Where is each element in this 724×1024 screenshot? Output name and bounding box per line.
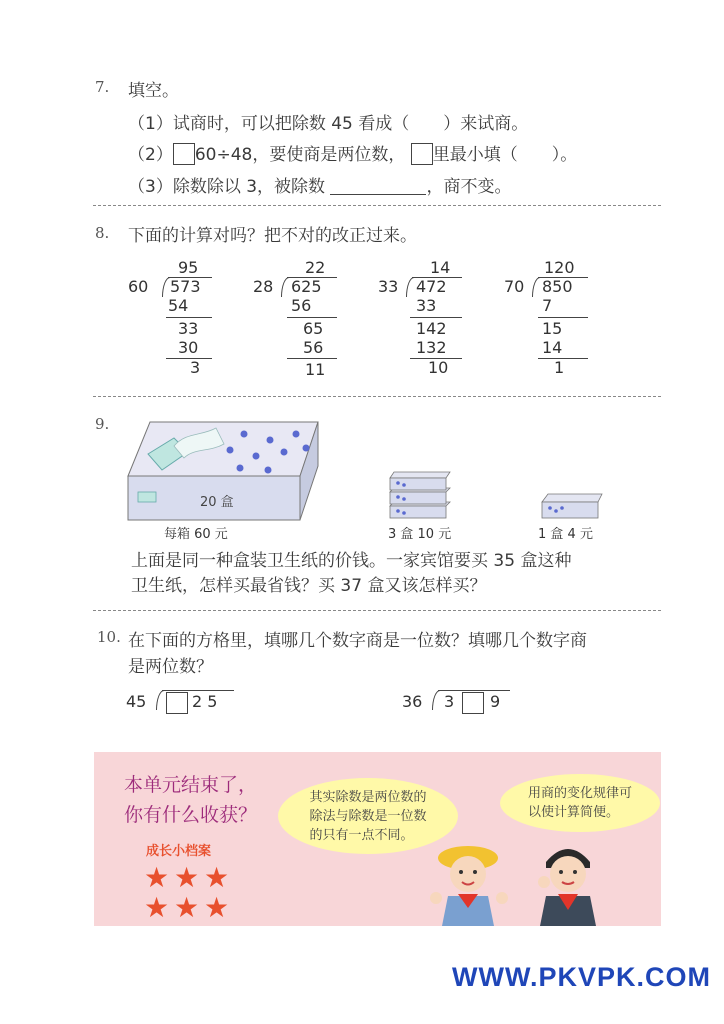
divider-3 bbox=[93, 610, 661, 611]
division-problem-2 bbox=[253, 258, 363, 378]
growth-archive-label: 成长小档案 bbox=[146, 844, 212, 859]
q10-text-line1: 在下面的方格里，填哪几个数字商是一位数？填哪几个数字商 bbox=[128, 631, 587, 651]
remainder: 11 bbox=[305, 360, 326, 379]
dividend-rest: 2 5 bbox=[192, 692, 218, 711]
quotient: 14 bbox=[430, 258, 451, 277]
divider-1 bbox=[93, 205, 661, 206]
q10-expression-1-box[interactable] bbox=[166, 692, 188, 714]
q7-part3-prefix: （3）除数除以 3，被除数 bbox=[128, 177, 326, 197]
star-icon: ★ bbox=[174, 861, 200, 894]
q10-expression-1 bbox=[124, 688, 244, 718]
step-3: 30 bbox=[178, 338, 199, 357]
q7-part2-mid: 60÷48，要使商是两位数， bbox=[194, 145, 406, 165]
price-single-box: 1 盒 4 元 bbox=[538, 527, 593, 542]
q7-part3-suffix: ，商不变。 bbox=[426, 177, 512, 197]
q7-part3 bbox=[128, 172, 511, 197]
dividend: 573 bbox=[170, 277, 201, 296]
star-icon: ★ bbox=[204, 861, 230, 894]
q9-text-line2: 卫生纸，怎样买最省钱？买 37 盒又该怎样买？ bbox=[131, 576, 487, 596]
step-1: 54 bbox=[168, 296, 189, 315]
star-icon: ★ bbox=[174, 891, 200, 924]
step-2: 33 bbox=[178, 319, 199, 338]
q10-expression-2 bbox=[400, 688, 520, 718]
divisor: 45 bbox=[126, 692, 147, 711]
divisor: 28 bbox=[253, 277, 274, 296]
price-carton: 每箱 60 元 bbox=[164, 527, 228, 542]
bubble-right-line2: 以使计算简便。 bbox=[527, 805, 619, 820]
step-1: 33 bbox=[416, 296, 437, 315]
division-problem-1 bbox=[126, 258, 236, 378]
bubble-left-line1: 其实除数是两位数的 bbox=[309, 789, 427, 805]
step-2: 65 bbox=[303, 319, 324, 338]
remainder: 3 bbox=[190, 358, 201, 377]
summary-line2: 你有什么收获？ bbox=[124, 804, 258, 826]
division-problem-3 bbox=[378, 258, 488, 378]
bubble-left-line2: 除法与除数是一位数 bbox=[309, 808, 427, 824]
q10-expression-2-box[interactable] bbox=[462, 692, 484, 714]
dividend-last: 9 bbox=[490, 692, 501, 711]
quotient: 22 bbox=[305, 258, 326, 277]
step-2: 15 bbox=[542, 319, 563, 338]
star-icon: ★ bbox=[204, 891, 230, 924]
summary-line1: 本单元结束了， bbox=[124, 774, 258, 796]
q7-part2 bbox=[128, 140, 577, 165]
single-box-image bbox=[538, 490, 606, 520]
step-3: 132 bbox=[416, 338, 447, 357]
q9-text-line1: 上面是同一种盒装卫生纸的价钱。一家宾馆要买 35 盒这种 bbox=[131, 551, 572, 571]
q7-part2-prefix: （2） bbox=[128, 145, 173, 165]
q7-part1: （1）试商时，可以把除数 45 看成（ ）来试商。 bbox=[128, 114, 529, 134]
dividend: 625 bbox=[291, 277, 322, 296]
q10-text-line2: 是两位数？ bbox=[128, 657, 213, 677]
price-three-boxes: 3 盒 10 元 bbox=[388, 527, 452, 542]
watermark: WWW.PKVPK.COM bbox=[452, 962, 711, 992]
divisor: 33 bbox=[378, 277, 399, 296]
quotient: 120 bbox=[544, 258, 575, 277]
step-2: 142 bbox=[416, 319, 447, 338]
remainder: 1 bbox=[554, 358, 565, 377]
boy-illustration bbox=[528, 840, 610, 926]
q7-title: 填空。 bbox=[128, 81, 179, 101]
star-icon: ★ bbox=[144, 861, 170, 894]
divisor: 70 bbox=[504, 277, 525, 296]
divisor: 36 bbox=[402, 692, 423, 711]
q10-number: 10. bbox=[97, 628, 121, 646]
carton-label: 20 盒 bbox=[200, 495, 234, 510]
division-problem-4 bbox=[504, 258, 614, 378]
q7-number: 7. bbox=[95, 78, 110, 96]
q8-title: 下面的计算对吗？把不对的改正过来。 bbox=[128, 226, 417, 246]
bubble-right-line1: 用商的变化规律可 bbox=[527, 786, 632, 801]
divider-2 bbox=[93, 396, 661, 397]
dividend: 472 bbox=[416, 277, 447, 296]
remainder: 10 bbox=[428, 358, 449, 377]
q7-part3-blank[interactable] bbox=[330, 177, 426, 195]
quotient: 95 bbox=[178, 258, 199, 277]
q7-part2-box2[interactable] bbox=[411, 143, 433, 165]
step-3: 14 bbox=[542, 338, 563, 357]
girl-illustration bbox=[428, 842, 518, 926]
q7-part2-box1[interactable] bbox=[173, 143, 195, 165]
speech-bubble-right bbox=[500, 774, 660, 832]
divisor: 60 bbox=[128, 277, 149, 296]
step-3: 56 bbox=[303, 338, 324, 357]
q7-part2-suffix: 里最小填（ ）。 bbox=[432, 145, 578, 165]
star-icon: ★ bbox=[144, 891, 170, 924]
step-1: 7 bbox=[542, 296, 553, 315]
three-box-pack-image bbox=[386, 466, 454, 520]
bubble-left-line3: 的只有一点不同。 bbox=[309, 827, 414, 843]
q8-number: 8. bbox=[95, 224, 110, 242]
unit-summary-panel bbox=[94, 752, 661, 926]
q9-number: 9. bbox=[95, 415, 110, 433]
dividend-first: 3 bbox=[444, 692, 455, 711]
step-1: 56 bbox=[291, 296, 312, 315]
dividend: 850 bbox=[542, 277, 573, 296]
